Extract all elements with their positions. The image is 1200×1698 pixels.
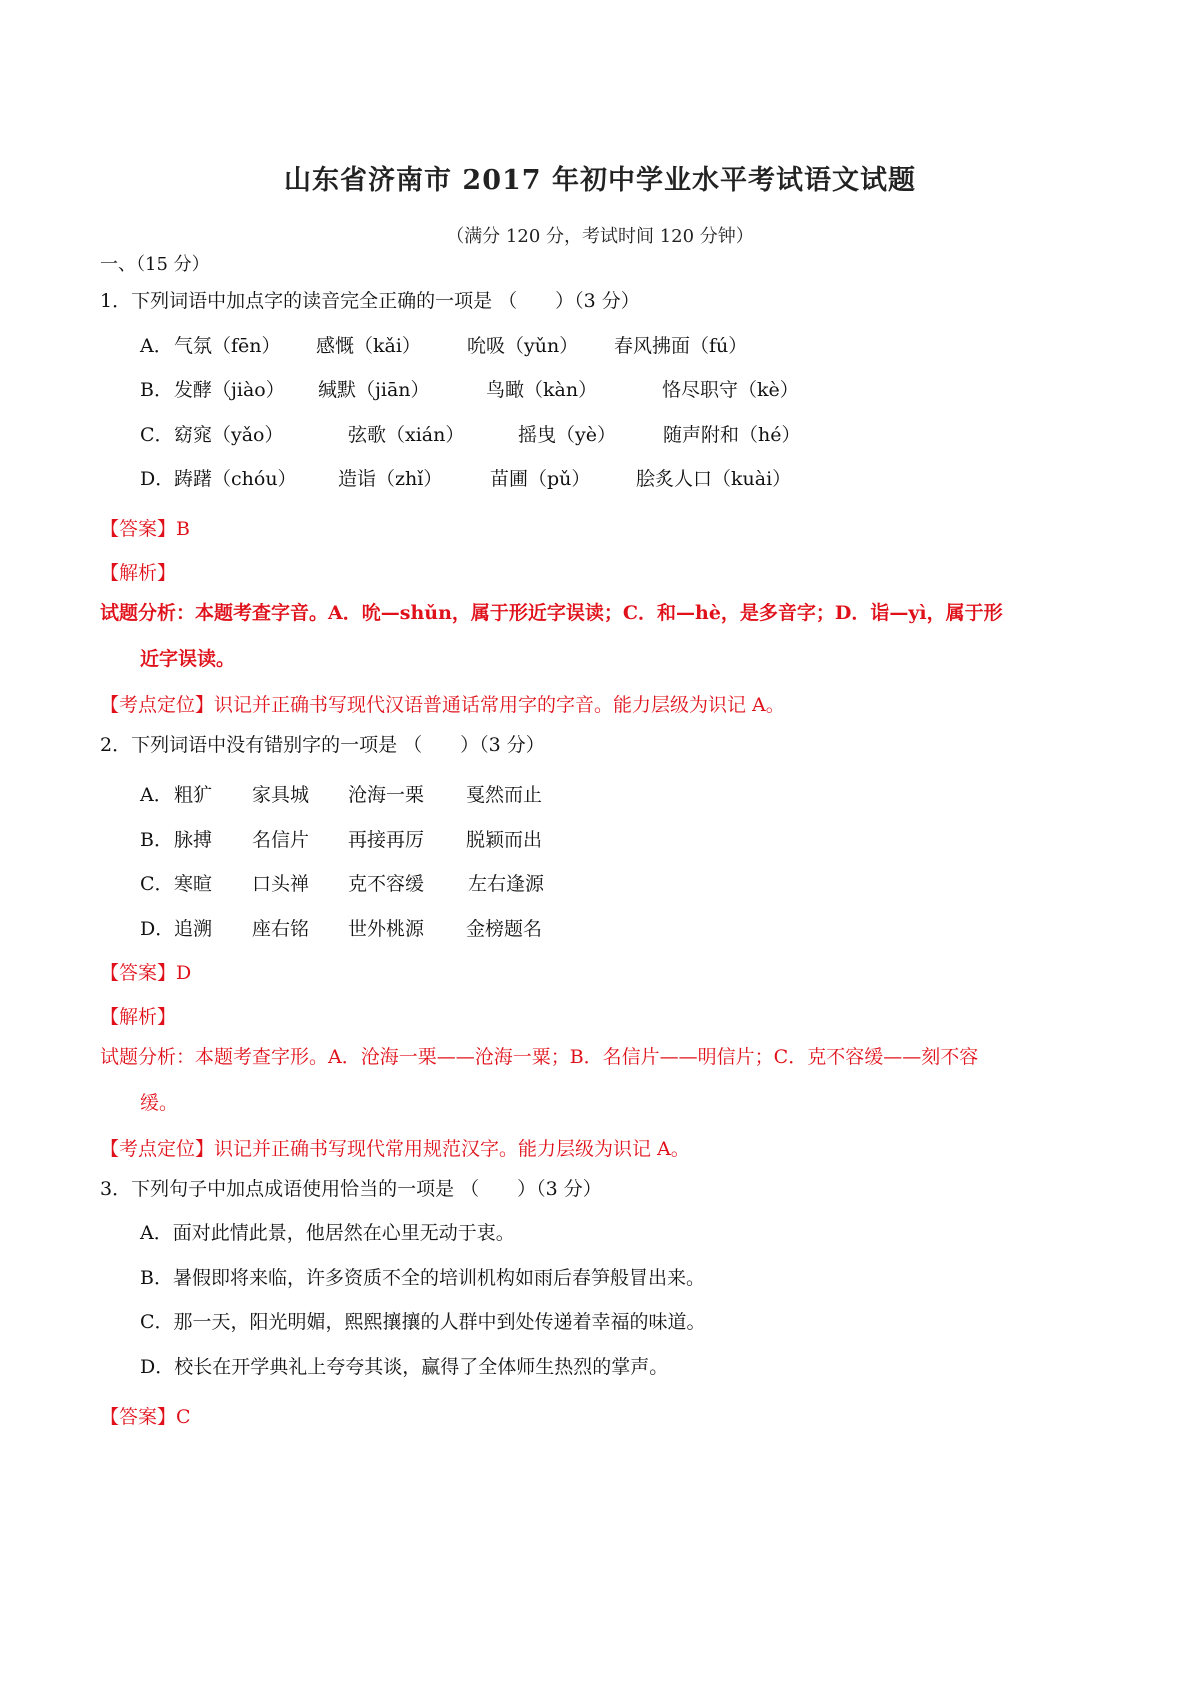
q1-option-a-item-1: 气氛（fēn） [174,335,281,357]
q3-option-d: D．校长在开学典礼上夸夸其谈，赢得了全体师生热烈的掌声。 [140,1356,669,1378]
q2-option-b-item-3: 再接再厉 [348,829,425,851]
q2-option-b-item-4: 脱颖而出 [466,829,543,851]
q2-kaodian: 【考点定位】识记并正确书写现代常用规范汉字。能力层级为识记 A。 [100,1138,690,1160]
q1-option-a-letter: A． [140,335,173,357]
q2-option-a-item-1: 粗犷 [174,784,213,806]
q1-option-d-item-3: 苗圃（pǔ） [490,468,591,490]
q1-analysis-text: 试题分析：本题考查字音。A．吮—shǔn，属于形近字误读；C．和—hè，是多音字；D．诣—yì，属于形近字误读。 [100,602,1003,670]
q2-option-b-item-1: 脉搏 [174,829,213,851]
q1-option-c-item-1: 窈窕（yǎo） [174,424,284,446]
q1-analysis-label: 【解析】 [100,562,177,584]
q2-option-a-item-3: 沧海一栗 [348,784,425,806]
q1-option-d-item-1: 踌躇（chóu） [174,468,297,490]
q2-option-c-item-4: 左右逢源 [468,873,545,895]
q1-option-c-item-2: 弦歌（xián） [348,424,465,446]
q1-kaodian: 【考点定位】识记并正确书写现代汉语普通话常用字的字音。能力层级为识记 A。 [100,694,785,716]
q1-option-b-item-1: 发酵（jiào） [174,379,285,401]
question-2-stem: 2．下列词语中没有错别字的一项是 （ ）（3 分） [100,734,545,756]
q1-answer: 【答案】B [100,518,190,540]
q2-option-c-item-3: 克不容缓 [348,873,425,895]
q1-option-c-letter: C． [140,424,174,446]
q1-option-b-letter: B． [140,379,173,401]
q1-option-a-item-2: 感慨（kǎi） [316,335,421,357]
q2-option-d-item-4: 金榜题名 [466,918,543,940]
q2-option-c-letter: C． [140,873,174,895]
q2-option-a-item-4: 戛然而止 [466,784,543,806]
q1-option-b-item-4: 恪尽职守（kè） [662,379,799,401]
q1-option-d-item-2: 造诣（zhǐ） [338,468,443,490]
q2-option-c-item-2: 口头禅 [252,873,310,895]
q1-option-b-item-3: 鸟瞰（kàn） [486,379,598,401]
q3-option-a: A．面对此情此景，他居然在心里无动于衷。 [140,1222,515,1244]
q1-analysis [100,590,1012,682]
q1-option-a-item-4: 春风拂面（fú） [614,335,748,357]
q2-option-d-item-2: 座右铭 [252,918,310,940]
q2-analysis [100,1034,1012,1126]
q1-option-b-item-2: 缄默（jiān） [318,379,430,401]
q2-analysis-label: 【解析】 [100,1006,177,1028]
q3-answer: 【答案】C [100,1406,191,1428]
q2-option-d-item-3: 世外桃源 [348,918,425,940]
q2-option-c-item-1: 寒暄 [174,873,213,895]
question-1-stem: 1．下列词语中加点字的读音完全正确的一项是 （ ）（3 分） [100,290,640,312]
q2-option-a-item-2: 家具城 [252,784,310,806]
question-3-stem: 3．下列句子中加点成语使用恰当的一项是 （ ）（3 分） [100,1178,602,1200]
q2-analysis-text: 试题分析：本题考查字形。A．沧海一栗——沧海一粟；B．名信片——明信片；C．克不容缓——刻不容缓。 [100,1046,979,1114]
q1-option-c-item-4: 随声附和（hé） [663,424,801,446]
page-title: 山东省济南市 2017 年初中学业水平考试语文试题 [284,165,916,196]
q2-option-b-item-2: 名信片 [252,829,310,851]
exam-info: （满分 120 分，考试时间 120 分钟） [446,226,754,247]
section-heading: 一、（15 分） [100,254,210,275]
q1-option-d-item-4: 脍炙人口（kuài） [636,468,792,490]
q3-option-b: B．暑假即将来临，许多资质不全的培训机构如雨后春笋般冒出来。 [140,1267,705,1289]
q3-option-c: C．那一天，阳光明媚，熙熙攘攘的人群中到处传递着幸福的味道。 [140,1311,706,1333]
q2-option-a-letter: A． [140,784,173,806]
q2-option-d-letter: D． [140,918,175,940]
q1-option-a-item-3: 吮吸（yǔn） [467,335,579,357]
q1-option-c-item-3: 摇曳（yè） [518,424,616,446]
q1-option-d-letter: D． [140,468,175,490]
q2-answer: 【答案】D [100,962,192,984]
q2-option-d-item-1: 追溯 [174,918,213,940]
q2-option-b-letter: B． [140,829,173,851]
